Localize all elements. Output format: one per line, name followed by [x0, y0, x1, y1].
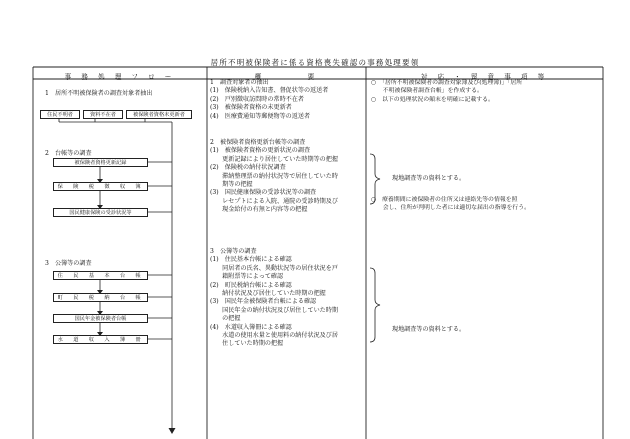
summary-line: (2) 保険税の納付状況調査: [210, 164, 286, 172]
flow-box-municipal-tax-ledger: 町 民 税 納 台 帳: [53, 293, 148, 302]
summary-line: 滞納整理票の納付状況等で居住していた時: [210, 172, 338, 180]
flow-box-always-absent: 資料不在者: [83, 110, 123, 119]
summary-line: (3) 被保険者資格の未更新者: [210, 104, 292, 112]
flow-box-water-revenue: 水 道 収 入 簿 冊: [53, 335, 148, 344]
flow-box-tax-collection-book: 保 険 税 徴 収 簿: [53, 182, 148, 191]
flow-box-residence-unknown: 住民不明者: [40, 110, 80, 119]
summary-line: (1) 住民基本台帳による確認: [210, 256, 292, 264]
summary-line: 3 公簿等の調査: [210, 248, 257, 255]
flow-box-pension-ledger: 国民年金被保険者台帳: [53, 314, 148, 323]
flow-box-resident-register: 住 民 基 本 台 帳: [53, 271, 148, 280]
summary-line: (2) 町民税納台帳による確認: [210, 281, 292, 289]
summary-line: 住していた時期の把握: [210, 340, 284, 348]
note-braces: [370, 154, 380, 342]
header-notes: 対 応 ・ 留 意 事 項 等: [420, 73, 549, 81]
note-line: 会し、住所が判明した者には適切な届出の指導を行う。: [371, 205, 531, 212]
summary-line: 現金給付の有無と内容等の把握: [210, 206, 308, 214]
note-line: 不明被保険者調査台帳」を作成する。: [371, 88, 483, 95]
note-field-survey-2: 現地調査等の資料とする。: [392, 175, 466, 182]
flow-box-renewal-record: 被保険者資格更新記録: [53, 158, 148, 167]
flow-box-not-renewed: 被保険者資格未更新者: [126, 110, 192, 119]
summary-line: 1 調査対象者の抽出: [210, 79, 269, 86]
note-line: ○ 「居所不明被保険者の調査対象簿及び(処理簿)」「居所: [371, 80, 523, 86]
summary-line: (3) 国民健康保険の受診状況等の調査: [210, 189, 317, 197]
summary-line: (3) 国民年金被保険者台帳による確認: [210, 298, 317, 306]
header-flow: 事 務 処 理 フ ロ ー: [64, 73, 176, 81]
flow-heading-2: 2 台帳等の調査: [45, 150, 92, 157]
summary-line: 更新記録により居住していた時期等の把握: [210, 155, 338, 163]
note-line: ○ 療養期間に被保険者の住所又は連絡先等の情報を照: [371, 197, 518, 203]
flow-arrowheads: [97, 179, 176, 434]
note-field-survey-3: 現地調査等の資料とする。: [392, 326, 466, 333]
summary-section-3: [210, 248, 338, 349]
note-line: ○ 以下の処理状況の顛末を明確に記載する。: [371, 96, 494, 103]
summary-line: (1) 被保険者資格の更新状況の調査: [210, 147, 311, 155]
summary-line: 籍附票等によって確認: [210, 273, 284, 281]
flow-heading-1: 1 居所不明被保険者の調査対象者抽出: [45, 90, 153, 97]
summary-line: の把握: [210, 315, 241, 323]
summary-line: (1) 保険税納入告知書、督促状等の返送者: [210, 87, 329, 95]
summary-line: (4) 医療費通知等郵便物等の返送者: [210, 112, 311, 120]
flow-heading-3: 3 公簿等の調査: [45, 260, 92, 267]
page-title: 居所不明被保険者に係る資格喪失確認の事務処理要領: [210, 58, 420, 67]
summary-line: 水道の使用水量と使用料の納付状況及び居: [210, 332, 338, 340]
summary-line: 同居者の氏名、異動状況等の居住状況を戸: [210, 264, 338, 272]
flow-box-nhi-consultation: 国民健康保険の受診状況等: [53, 208, 148, 217]
summary-line: 期等の把握: [210, 181, 253, 189]
summary-section-1: [210, 79, 328, 121]
summary-section-2: [210, 139, 338, 215]
header-summary: 概 要: [254, 73, 319, 81]
summary-line: 2 被保険者資格更新台帳等の調査: [210, 139, 306, 146]
summary-line: 納付状況及び居住していた時期の把握: [210, 290, 326, 298]
summary-line: レセプトによる入院、通院の受診時期及び: [210, 197, 338, 205]
summary-line: 国民年金の納付状況及び居住していた時期: [210, 306, 338, 314]
notes-section-1: [371, 79, 522, 104]
summary-line: (2) 戸別徴収訪問時の常時不在者: [210, 95, 304, 103]
summary-line: (4) 水道収入簿冊による確認: [210, 323, 292, 331]
notes-section-2b: [371, 196, 530, 213]
